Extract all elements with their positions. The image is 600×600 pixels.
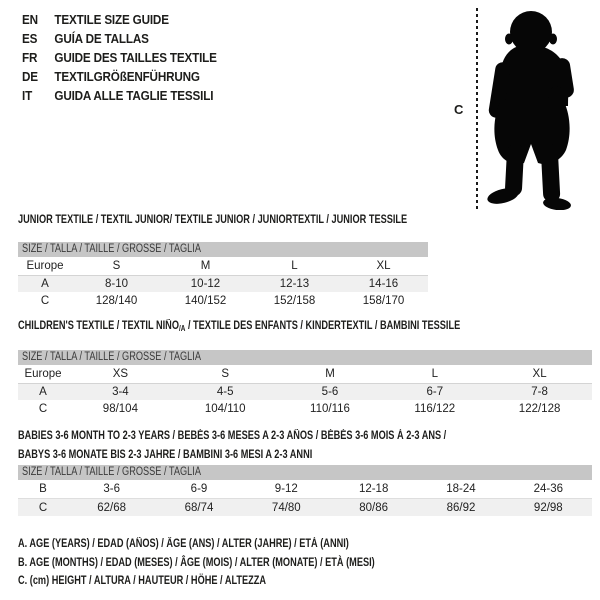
table-cell: 6-9: [155, 480, 242, 499]
size-column-header: L: [382, 365, 487, 384]
language-row-fr: [22, 48, 217, 67]
silhouette-shorts: [494, 96, 569, 164]
guide-title-it: GUIDA ALLE TAGLIE TESSILI: [54, 88, 214, 103]
size-header-text: SIZE / TALLA / TAILLE / GRÖSSE / TAGLIA: [22, 243, 201, 255]
babies-section-title: [18, 427, 477, 465]
children-size-header-bar: [18, 350, 592, 365]
junior-row-c: [18, 292, 428, 309]
size-column-header: S: [173, 365, 278, 384]
children-title-prefix: CHILDREN'S TEXTILE / TEXTIL NIÑO: [18, 320, 179, 332]
section-junior: [18, 213, 428, 309]
row-label: A: [18, 276, 72, 293]
guide-title-es: GUÍA DE TALLAS: [54, 31, 149, 46]
table-cell: 104/110: [173, 400, 278, 417]
language-row-es: [22, 29, 217, 48]
children-title-subscript: /A: [178, 324, 186, 333]
region-header-cell: Europe: [18, 365, 68, 384]
size-column-header: XS: [68, 365, 173, 384]
table-cell: 3-6: [68, 480, 155, 499]
guide-title-en: TEXTILE SIZE GUIDE: [54, 12, 169, 27]
junior-row-a: [18, 276, 428, 293]
table-cell: 152/158: [250, 292, 339, 309]
children-columns-row: [18, 365, 592, 384]
table-cell: 122/128: [487, 400, 592, 417]
guide-title-fr: GUIDE DES TAILLES TEXTILE: [54, 50, 217, 65]
section-children: [18, 319, 592, 417]
height-measure-label: C: [454, 102, 464, 117]
language-row-de: [22, 67, 217, 86]
table-cell: 3-4: [68, 384, 173, 401]
size-column-header: XL: [339, 257, 428, 276]
table-cell: 6-7: [382, 384, 487, 401]
junior-section-title: JUNIOR TEXTILE / TEXTIL JUNIOR/ TEXTILE JUNIOR / JUNIORTEXTIL / JUNIOR TESSILE: [18, 214, 408, 226]
children-title-suffix: / TEXTILE DES ENFANTS / KINDERTEXTIL / BAMBINI TESSILE: [185, 320, 461, 332]
size-column-header: XL: [487, 365, 592, 384]
row-label: A: [18, 384, 68, 401]
table-cell: 68/74: [155, 499, 242, 517]
table-cell: 116/122: [382, 400, 487, 417]
row-label: C: [18, 292, 72, 309]
language-code: EN: [22, 12, 38, 27]
footnote-b-age-months: B. AGE (MONTHS) / EDAD (MESES) / ÂGE (MOIS) / ALTER (MONATE) / ETÀ (MESI): [18, 556, 375, 569]
legend-footnotes: [18, 535, 375, 591]
region-header-cell: Europe: [18, 257, 72, 276]
row-label: C: [18, 499, 68, 517]
table-cell: 14-16: [339, 276, 428, 293]
size-column-header: L: [250, 257, 339, 276]
children-section-title: [18, 319, 477, 336]
language-code: FR: [22, 50, 38, 65]
table-cell: 92/98: [505, 499, 592, 517]
section-babies: [18, 427, 592, 516]
language-row-en: [22, 10, 217, 29]
table-cell: 24-36: [505, 480, 592, 499]
language-code: ES: [22, 31, 38, 46]
size-column-header: M: [161, 257, 250, 276]
language-title-list: [22, 10, 217, 105]
table-cell: 74/80: [243, 499, 330, 517]
table-cell: 10-12: [161, 276, 250, 293]
size-header-text: SIZE / TALLA / TAILLE / GRÖSSE / TAGLIA: [22, 351, 201, 363]
guide-title-de: TEXTILGRÖßENFÜHRUNG: [54, 69, 200, 84]
table-cell: 5-6: [278, 384, 383, 401]
footnote-c-height: C. (cm) HEIGHT / ALTURA / HAUTEUR / HÖHE / ALTEZZA: [18, 575, 267, 587]
babies-title-line1: BABIES 3-6 MONTH TO 2-3 YEARS / BEBÉS 3-6 MESES A 2-3 AÑOS / BÉBÉS 3-6 MOIS À 2-3 ANS /: [18, 430, 447, 442]
table-cell: 12-13: [250, 276, 339, 293]
row-label: C: [18, 400, 68, 417]
row-label: B: [18, 480, 68, 499]
silhouette-leg-right: [540, 144, 560, 203]
footnote-a-age-years: A. AGE (YEARS) / EDAD (AÑOS) / ÂGE (ANS) / ALTER (JAHRE) / ETÀ (ANNI): [18, 538, 349, 550]
junior-size-header-bar: [18, 242, 428, 257]
babies-row-c: [18, 499, 592, 517]
table-cell: 86/92: [417, 499, 504, 517]
junior-size-table: [18, 257, 428, 309]
babies-size-header-bar: [18, 465, 592, 480]
table-cell: 7-8: [487, 384, 592, 401]
size-column-header: S: [72, 257, 161, 276]
silhouette-ear-right: [549, 34, 557, 45]
language-code: DE: [22, 69, 38, 84]
table-cell: 128/140: [72, 292, 161, 309]
babies-size-table: [18, 480, 592, 516]
babies-title-line2: BABYS 3-6 MONATE BIS 2-3 JAHRE / BAMBINI 3-6 MESI A 2-3 ANNI: [18, 449, 313, 461]
table-cell: 62/68: [68, 499, 155, 517]
table-cell: 98/104: [68, 400, 173, 417]
junior-columns-row: [18, 257, 428, 276]
table-cell: 12-18: [330, 480, 417, 499]
children-row-c: [18, 400, 592, 417]
table-cell: 18-24: [417, 480, 504, 499]
babies-row-b: [18, 480, 592, 499]
table-cell: 4-5: [173, 384, 278, 401]
children-size-table: [18, 365, 592, 417]
size-column-header: M: [278, 365, 383, 384]
language-code: IT: [22, 88, 33, 103]
table-cell: 158/170: [339, 292, 428, 309]
table-cell: 9-12: [243, 480, 330, 499]
table-cell: 110/116: [278, 400, 383, 417]
height-measure-dashed-line: [476, 8, 478, 210]
silhouette-ear-left: [505, 34, 513, 45]
table-cell: 8-10: [72, 276, 161, 293]
table-cell: 140/152: [161, 292, 250, 309]
children-row-a: [18, 384, 592, 401]
table-cell: 80/86: [330, 499, 417, 517]
language-row-it: [22, 86, 217, 105]
size-header-text: SIZE / TALLA / TAILLE / GRÖSSE / TAGLIA: [22, 466, 201, 478]
toddler-silhouette-image: [484, 6, 596, 210]
